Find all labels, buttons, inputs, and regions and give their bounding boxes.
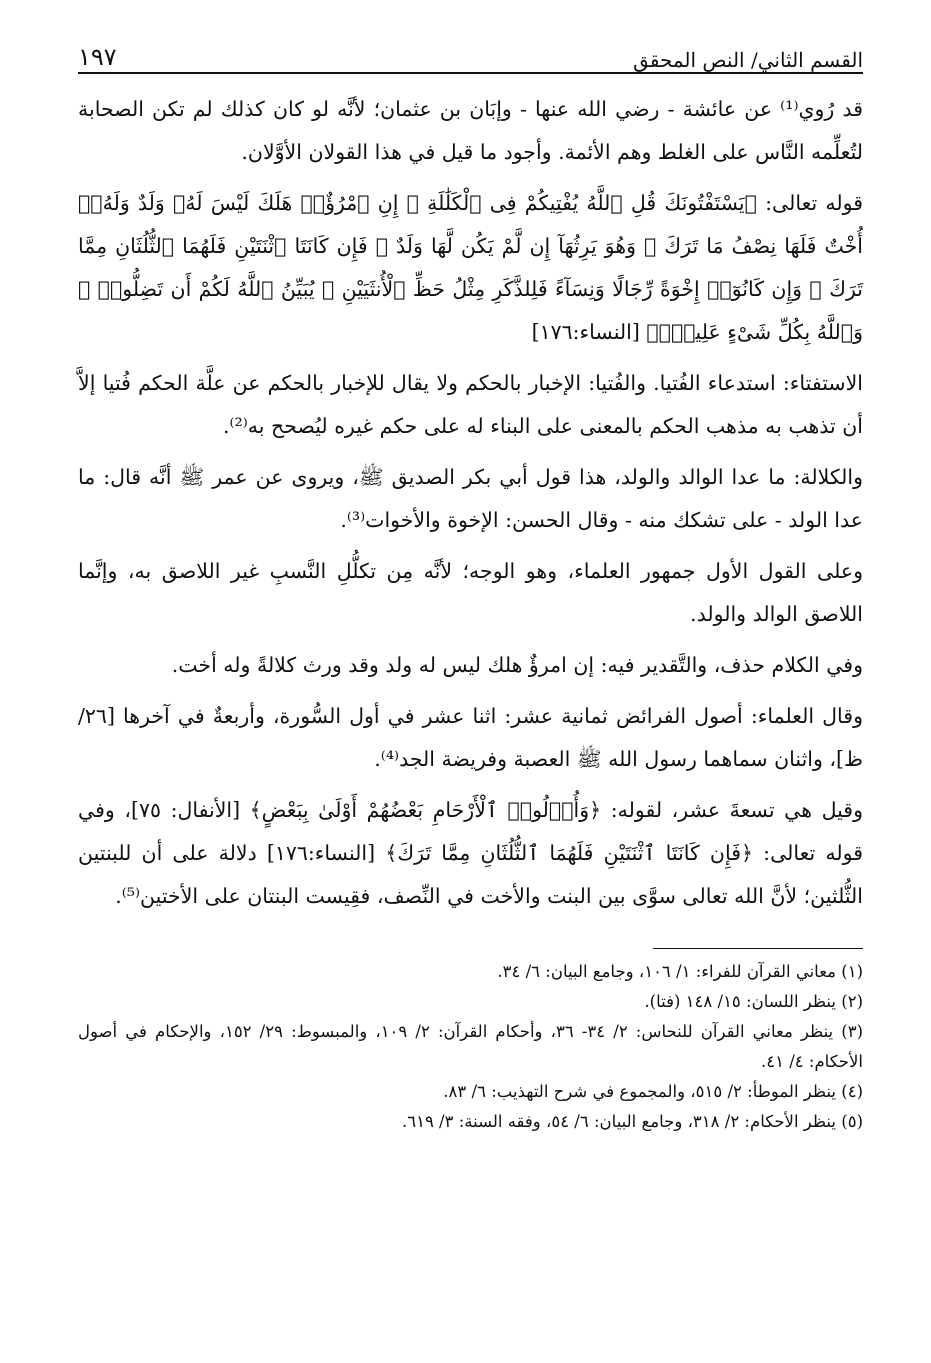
book-page bbox=[78, 28, 863, 1137]
page-number: ١٩٧ bbox=[78, 43, 117, 72]
paragraph: وقيل هي تسعةَ عشر، لقوله: ﴿وَأُو۟لُوا۟ ٱلْأَرْحَامِ بَعْضُهُمْ أَوْلَىٰ بِبَعْضٍ﴾ [الأنفال: ٧٥]، وفي قوله تعالى: ﴿فَإِن كَانَتَا ٱثْنَتَيْنِ فَلَهُمَا ٱلثُّلُثَانِ مِمَّا تَرَكَ﴾ [النساء:١٧٦] دلالة على أن للبنتين الثُّلثين؛ لأنَّ الله تعالى سوَّى بين البنت والأخت في النِّصف، فقِيست البنتان على الأختين⁽⁵⁾. bbox=[78, 798, 864, 908]
paragraph: قد رُوي⁽¹⁾ عن عائشة - رضي الله عنها - وإبَان بن عثمان؛ لأنَّه لو كان كذلك لم تكن الصحابة لتُعلِّمه النَّاس على الغلط وهم الأئمة. وأجود ما قيل في هذا القولان الأوَّلان. bbox=[78, 97, 863, 164]
footnote-separator bbox=[653, 948, 863, 949]
paragraph: وعلى القول الأول جمهور العلماء، وهو الوجه؛ لأنَّه مِن تكلُّلِ النَّسبِ غير اللاصق به، وإنَّما اللاصق الوالد والولد. bbox=[78, 559, 863, 626]
footnote: (٢) ينظر اللسان: ١٥/ ١٤٨ (فتا). bbox=[644, 992, 863, 1011]
footnote: (٤) ينظر الموطأ: ٢/ ٥١٥، والمجموع في شرح التهذيب: ٦/ ٨٣. bbox=[443, 1082, 863, 1101]
paragraph: وقال العلماء: أصول الفرائض ثمانية عشر: اثنا عشر في أول السُّورة، وأربعةٌ في آخرها [٢٦/ظ]، واثنان سماهما رسول الله ﷺ العصبة وفريضة الجد⁽⁴⁾. bbox=[78, 704, 863, 771]
paragraph: الاستفتاء: استدعاء الفُتيا. والفُتيا: الإخبار بالحكم ولا يقال للإخبار بالحكم عن علَّة الحكم فُتيا إلاَّ أن تذهب به مذهب الحكم بالمعنى على البناء له على حكم غيره ليُصحح به⁽²⁾. bbox=[78, 371, 863, 438]
footnote: (٥) ينظر الأحكام: ٢/ ٣١٨، وجامع البيان: ٦/ ٥٤، وفقه السنة: ٣/ ٦١٩. bbox=[401, 1112, 863, 1131]
paragraph: والكلالة: ما عدا الوالد والولد، هذا قول أبي بكر الصديق ﷺ، ويروى عن عمر ﷺ أنَّه قال: ما عدا الولد - على تشكك منه - وقال الحسن: الإخوة والأخوات⁽³⁾. bbox=[78, 465, 863, 532]
section-title: القسم الثاني/ النص المحقق bbox=[633, 48, 863, 72]
running-header bbox=[78, 28, 863, 74]
paragraph: وفي الكلام حذف، والتَّقدير فيه: إن امرؤٌ هلك ليس له ولد وقد ورث كلالةً وله أخت. bbox=[171, 653, 863, 677]
quran-verse-paragraph: قوله تعالى: ﴿يَسْتَفْتُونَكَ قُلِ ٱللَّهُ يُفْتِيكُمْ فِى ٱلْكَلَٰلَةِ ۚ إِنِ ٱمْرُؤٌا۟ هَلَكَ لَيْسَ لَهُۥ وَلَدٌ وَلَهُۥٓ أُخْتٌ فَلَهَا نِصْفُ مَا تَرَكَ ۚ وَهُوَ يَرِثُهَآ إِن لَّمْ يَكُن لَّهَا وَلَدٌ ۚ فَإِن كَانَتَا ٱثْنَتَيْنِ فَلَهُمَا ٱلثُّلُثَانِ مِمَّا تَرَكَ ۚ وَإِن كَانُوٓا۟ إِخْوَةً رِّجَالًا وَنِسَآءً فَلِلذَّكَرِ مِثْلُ حَظِّ ٱلْأُنثَيَيْنِ ۗ يُبَيِّنُ ٱللَّهُ لَكُمْ أَن تَضِلُّوا۟ ۗ وَٱللَّهُ بِكُلِّ شَىْءٍ عَلِيمٌۢ﴾ [النساء:١٧٦] bbox=[78, 191, 863, 344]
main-text bbox=[78, 88, 863, 918]
footnote: (٣) ينظر معاني القرآن للنحاس: ٢/ ٣٤- ٣٦، وأحكام القرآن: ٢/ ١٠٩، والمبسوط: ٢٩/ ١٥٢، والإحكام في أصول الأحكام: ٤/ ٤١. bbox=[78, 1022, 864, 1071]
footnotes bbox=[78, 957, 863, 1137]
footnote: (١) معاني القرآن للفراء: ١/ ١٠٦، وجامع البيان: ٦/ ٣٤. bbox=[497, 962, 863, 981]
